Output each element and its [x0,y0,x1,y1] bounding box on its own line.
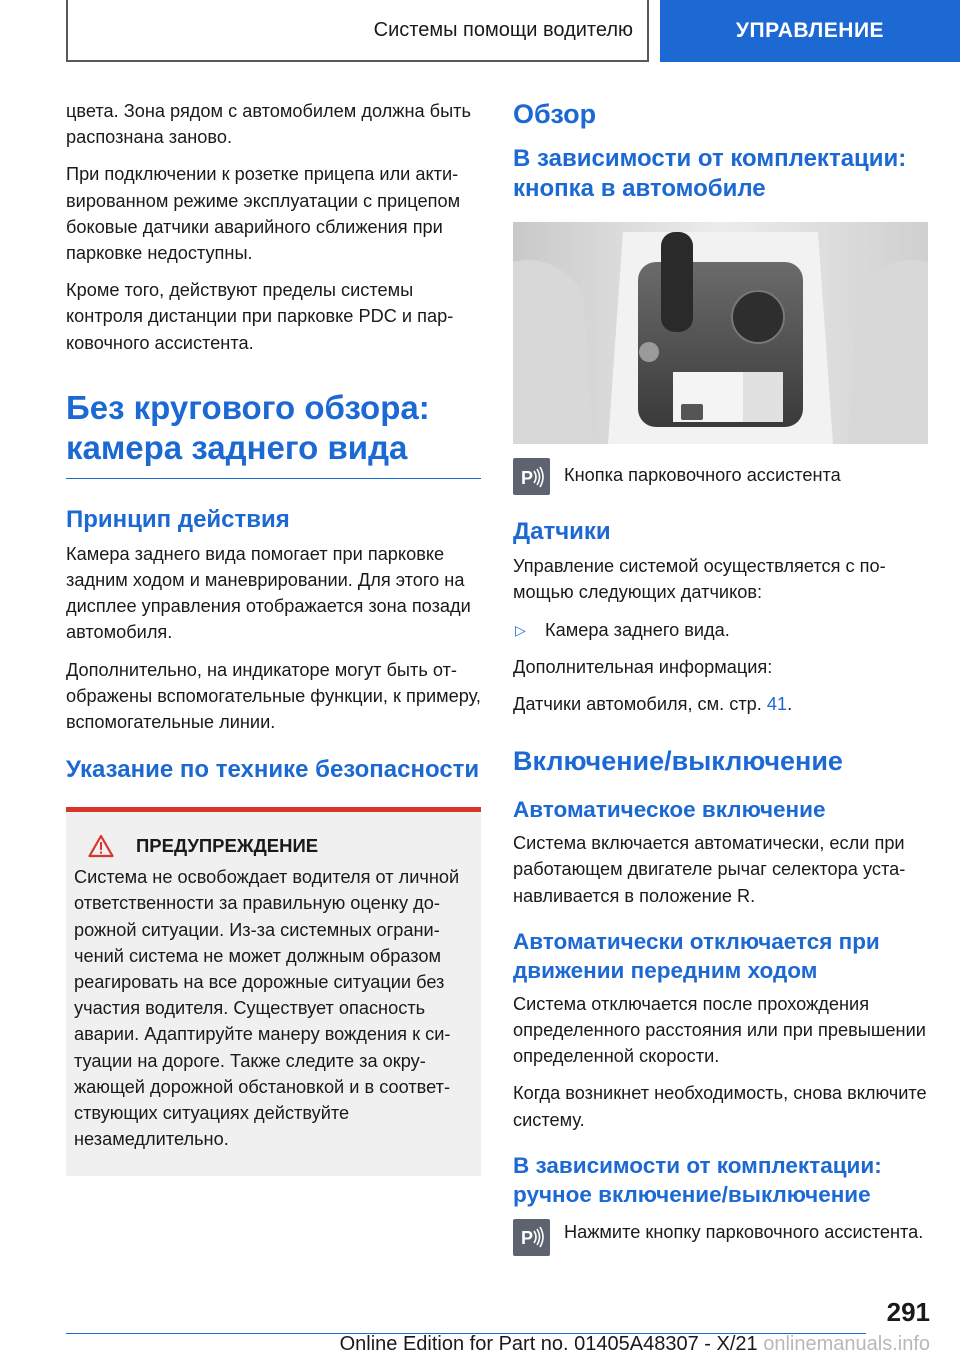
warning-label: ПРЕДУПРЕЖДЕНИЕ [136,835,319,857]
list-item-text: Камера заднего вида. [545,619,730,640]
bullet-triangle-icon: ▷ [515,621,526,638]
paragraph: цвета. Зона рядом с автомобилем должна быть распознана заново. [66,101,471,148]
icon-caption-row [513,458,928,499]
reference-text: Датчики автомобиля, см. стр. [513,694,762,715]
paragraph: Дополнительно, на индикаторе могут быть отображены вспомогательные функции, к примеру, вспомогательные линии. [66,659,481,733]
heading-rear-camera: Без кругового обзора: камера заднего вида [66,388,481,479]
heading-on-off: Включение/выключение [513,746,843,777]
warning-box [66,807,481,1176]
watermark-text: onlinemanuals.info [763,1333,930,1355]
paragraph: Система отключается после прохождения определенного расстояния или при превышении определенной скорости. [513,993,926,1067]
header-section-title: Системы помощи водителю [373,18,633,41]
paragraph: Система включается автоматически, если при работающем двигателе рычаг селектора устанавливается в положение R. [513,833,906,906]
footer-edition [288,1333,930,1356]
paragraph: При подключении к розетке прицепа или активированном режиме эксплуатации с прицепом боковые датчики аварийного сближения при парковке недоступны. [66,164,461,264]
icon-instruction-row [513,1219,928,1256]
running-header-chapter [660,0,960,62]
heading-sensors: Датчики [513,518,611,546]
warning-text: Система не освобождает водителя от личной ответственности за правильную оценку дорожной ситуации. Из-за системных ограничений система не может должным образом реагировать на все дорожные ситуации без участия водителя. Существует опасность аварии. Адаптируйте манеру вождения к ситуации на дороге. Также следите за окружающей дорожной обстановкой и в соответствующих ситуациях действуйте незамедлительно. [74,867,460,1150]
left-column [66,98,481,1176]
heading-principle: Принцип действия [66,505,290,533]
page-number: 291 [886,1297,930,1327]
right-column [513,98,928,1256]
running-header-section [66,0,649,62]
paragraph-reference [513,691,928,717]
heading-auto-off: Автоматически отключается при движении передним ходом [513,928,880,983]
paragraph: Камера заднего вида помогает при парковке задним ходом и маневрировании. Для этого на дисплее управления отображается зона позади автомобиля. [66,543,471,643]
svg-text:P: P [520,467,533,488]
paragraph: Когда возникнет необходимость, снова включите систему. [513,1083,927,1130]
center-console-photo [513,222,928,444]
reference-period: . [787,694,793,715]
instruction-text: Нажмите кнопку парковочного ассистента. [564,1221,924,1242]
park-assist-button-icon [513,458,550,495]
heading-config-button: В зависимости от комплектации: кнопка в автомобиле [513,145,907,202]
paragraph: Дополнительная информация: [513,656,773,677]
heading-overview: Обзор [513,99,597,129]
list-item [513,617,928,643]
svg-text:P: P [520,1228,533,1249]
heading-safety: Указание по технике безопасности [66,756,480,784]
heading-manual: В зависимости от комплектации: ручное включение/выключение [513,1152,882,1207]
edition-text: Online Edition for Part no. 01405A48307 - X/21 [339,1333,758,1355]
paragraph: Управление системой осуществляется с помощью следующих датчиков: [513,556,886,603]
paragraph: Кроме того, действуют пределы системы контроля дистанции при парковке PDC и парковочного ассистента. [66,280,454,353]
icon-caption: Кнопка парковочного ассистента [564,465,841,485]
park-assist-button-icon [513,1219,550,1256]
heading-auto-on: Автоматическое включение [513,797,826,823]
header-chapter-title: УПРАВЛЕНИЕ [735,19,885,42]
page-reference-link[interactable]: 41 [766,694,788,715]
warning-title [74,834,473,858]
warning-triangle-icon [88,834,114,858]
